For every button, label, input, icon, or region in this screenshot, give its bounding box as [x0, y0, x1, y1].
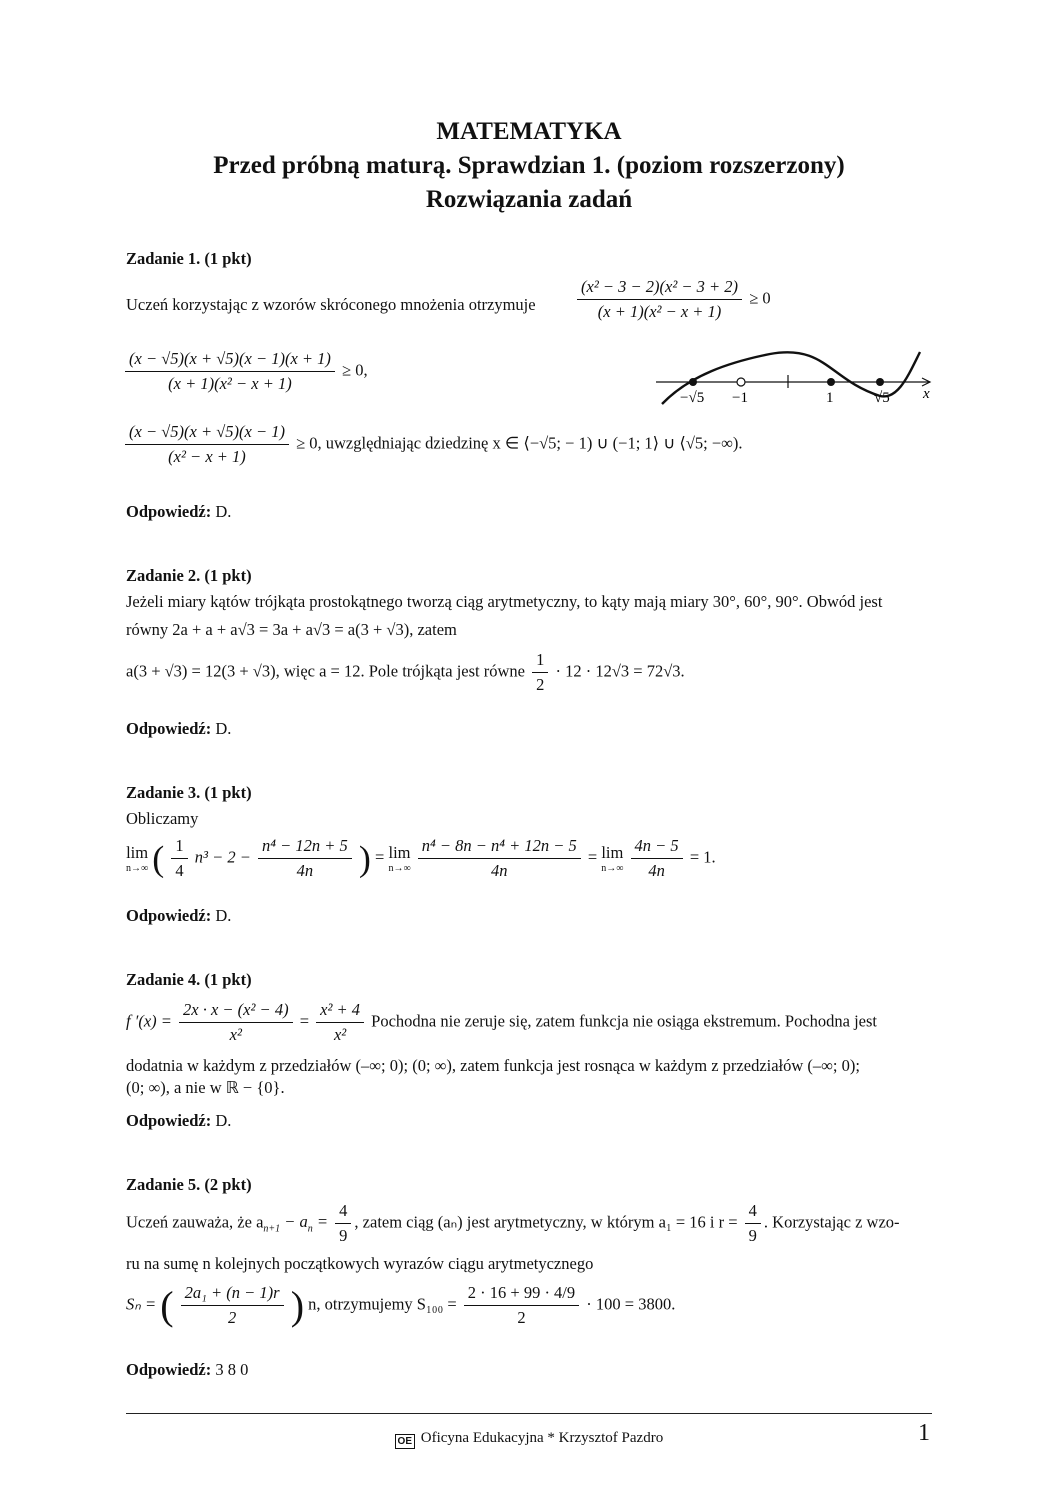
- task-1-frac1-num: (x² − 3 − 2)(x² − 3 + 2): [577, 277, 742, 300]
- task-3-part1-rest: n³ − 2 −: [194, 847, 251, 867]
- task-2-line-3a: a(3 + √3) = 12(3 + √3), więc a = 12. Pole trójkąta jest równe: [126, 661, 525, 681]
- task-3-frac1-num: 1: [171, 836, 187, 859]
- answer-value: 3 8 0: [215, 1360, 249, 1379]
- task-4-frac2-num: x² + 4: [316, 1000, 364, 1023]
- lim-label: lim: [126, 843, 149, 862]
- graph-point-root5: [876, 378, 884, 386]
- task-3-frac1-den: 4: [175, 861, 184, 880]
- task-1-frac3-den: (x² − x + 1): [168, 447, 246, 466]
- task-2-frac-num: 1: [532, 650, 548, 673]
- task-2-answer: [126, 718, 231, 740]
- task-1-frac2-num: (x − √5)(x + √5)(x − 1)(x + 1): [125, 349, 335, 372]
- task-5-sn-den: 2: [228, 1308, 237, 1327]
- lim-label: lim: [388, 843, 411, 862]
- task-5-answer: [126, 1359, 248, 1381]
- task-5-s100-rest: · 100 = 3800.: [586, 1294, 676, 1314]
- doc-subtitle: Przed próbną maturą. Sprawdzian 1. (poziom rozszerzony): [213, 152, 845, 179]
- task-3-frac4-num: 4n − 5: [631, 836, 683, 859]
- task-5-line-1a: Uczeń zauważa, że a: [126, 1212, 264, 1232]
- task-5-s100-num: 2 · 16 + 99 · 4/9: [464, 1283, 579, 1306]
- task-2-line-3: [126, 650, 685, 695]
- task-5-line-1: Uczeń zauważa, że $a_{n+1} - a_n$ = $\frac{4}{9}$ , zatem ciąg (aₙ) jest arytmetyczny, w którym a₁ = 16 i r = $\frac{4}{9}$ . Korzystając z wzo-: [126, 1201, 900, 1245]
- task-3-frac4-den: 4n: [648, 861, 665, 880]
- task-1-frac1-den: (x + 1)(x² − x + 1): [597, 302, 722, 321]
- graph-point-neg1: [737, 378, 745, 386]
- task-4-text-2: dodatnia w każdym z przedziałów (–∞; 0); (0; ∞), zatem funkcja jest rosnąca w każdym z przedziałów (–∞; 0);: [126, 1056, 860, 1075]
- task-4-text-1: Pochodna nie zeruje się, zatem funkcja nie osiąga ekstremum. Pochodna jest: [371, 1011, 878, 1031]
- task-3-heading: Zadanie 3. (1 pkt): [126, 783, 252, 802]
- footer: [0, 1430, 1058, 1449]
- task-5-sn-num: 2a₁ + (n − 1)r: [181, 1283, 284, 1306]
- task-2-line-1: Jeżeli miary kątów trójkąta prostokątnego tworzą ciąg arytmetyczny, to kąty mają miary 30°, 60°, 90°. Obwód jest: [126, 592, 883, 611]
- answer-label: Odpowiedź:: [126, 1111, 212, 1130]
- lim-sub: n→∞: [388, 863, 411, 874]
- task-3-answer: [126, 905, 231, 927]
- task-2-line-3b: · 12 · 12√3 = 72√3.: [555, 661, 685, 681]
- graph-point-1: [827, 378, 835, 386]
- task-2-line-2: równy 2a + a + a√3 = 3a + a√3 = a(3 + √3), zatem: [126, 620, 457, 639]
- task-1-fraction-3: [122, 422, 743, 467]
- task-5-frac2-num: 4: [745, 1201, 761, 1224]
- graph-label-1: 1: [826, 390, 834, 406]
- lim-sub: n→∞: [126, 863, 149, 874]
- answer-value: D.: [215, 1111, 232, 1130]
- graph-point-neg-root5: [689, 378, 697, 386]
- task-5-sn: Sₙ =: [126, 1294, 157, 1314]
- task-3-limit: lim n→∞ ( $\frac{1}{4}$ n³ − 2 − $\frac{\text{n⁴ − 12n + 5}}{4n}$ ) = lim n→∞ $\frac{\text{n⁴ − 8n − n⁴ + 12n − 5}}{4n}$ = lim n→∞ $\frac{4n - 5}{4n}$ = 1.: [126, 836, 716, 880]
- task-4-frac1-den: x²: [229, 1025, 242, 1044]
- task-5-sn-rest: n, otrzymujemy S₁₀₀ =: [308, 1294, 457, 1314]
- task-1-frac2-den: (x + 1)(x² − x + 1): [168, 374, 292, 393]
- task-1-heading: Zadanie 1. (1 pkt): [126, 249, 252, 268]
- task-3-frac2-den: 4n: [296, 861, 314, 880]
- answer-label: Odpowiedź:: [126, 502, 212, 521]
- task-3-frac3-num: n⁴ − 8n − n⁴ + 12n − 5: [418, 836, 581, 859]
- task-2-frac-den: 2: [536, 675, 545, 694]
- task-4-fprime: f ′(x) =: [126, 1011, 172, 1031]
- task-1-intro: Uczeń korzystając z wzorów skróconego mnożenia otrzymuje: [126, 295, 536, 314]
- lim-sub: n→∞: [601, 863, 624, 874]
- graph-label-x: x: [923, 386, 930, 402]
- task-3-frac2-num: n⁴ − 12n + 5: [258, 836, 352, 859]
- answer-value: D.: [215, 906, 232, 925]
- task-3-intro: Obliczamy: [126, 809, 199, 828]
- task-5-s100-den: 2: [517, 1308, 526, 1327]
- task-5-line-1b: , zatem ciąg (aₙ) jest arytmetyczny, w którym a₁ = 16 i r =: [354, 1212, 738, 1232]
- task-5-frac1-num: 4: [335, 1201, 351, 1224]
- doc-section-title: Rozwiązania zadań: [425, 186, 633, 213]
- publisher-logo-icon: OE: [395, 1434, 415, 1449]
- task-4-heading: Zadanie 4. (1 pkt): [126, 970, 252, 989]
- task-4-frac2-den: x²: [333, 1025, 347, 1044]
- task-2-heading: Zadanie 2. (1 pkt): [126, 566, 252, 585]
- task-1-frac3-rel: ≥ 0, uwzględniając dziedzinę x ∈ ⟨−√5; − 1) ∪ (−1; 1⟩ ∪ ⟨√5; −∞).: [296, 433, 743, 453]
- task-1-frac3-num: (x − √5)(x + √5)(x − 1): [125, 422, 289, 445]
- task-1-fraction-1: [574, 277, 771, 322]
- task-3-frac3-den: 4n: [490, 861, 508, 880]
- task-4-frac1-num: 2x · x − (x² − 4): [179, 1000, 293, 1023]
- task-1-frac1-rel: ≥ 0: [749, 288, 771, 308]
- lim-label: lim: [601, 843, 624, 862]
- task-4-derivative: f ′(x) = $\frac{\text{2x · x − (x² − 4)}}{\text{x²}}$ = $\frac{\text{x² + 4}}{\text{x²}}$ Pochodna nie zeruje się, zatem funkcja nie osiąga ekstremum. Pochodna jest: [126, 1000, 878, 1044]
- task-1-fraction-2: [122, 349, 368, 394]
- page-number: 1: [918, 1420, 930, 1446]
- task-1-answer: [126, 501, 231, 523]
- task-1-frac2-rel: ≥ 0,: [342, 360, 368, 380]
- graph-label-neg-root5: −√5: [680, 390, 705, 406]
- answer-value: D.: [215, 719, 232, 738]
- task-5-line-2: ru na sumę n kolejnych początkowych wyrazów ciągu arytmetycznego: [126, 1254, 594, 1273]
- task-5-heading: Zadanie 5. (2 pkt): [126, 1175, 252, 1194]
- task-5-frac2-den: 9: [748, 1226, 757, 1245]
- answer-value: D.: [215, 502, 232, 521]
- answer-label: Odpowiedź:: [126, 1360, 212, 1379]
- task-4-text-3: (0; ∞), a nie w ℝ − {0}.: [126, 1078, 285, 1097]
- doc-subject: MATEMATYKA: [436, 118, 622, 145]
- footer-rule: [126, 1413, 932, 1414]
- graph-label-neg1: −1: [732, 390, 748, 406]
- task-5-line-1c: . Korzystając z wzo-: [763, 1212, 900, 1232]
- publisher-name: Oficyna Edukacyjna * Krzysztof Pazdro: [420, 1430, 664, 1446]
- task-3-result: = 1.: [689, 847, 716, 867]
- answer-label: Odpowiedź:: [126, 719, 212, 738]
- task-5-sum-formula: Sₙ = ( $\frac{\text{2a₁ + (n − 1)r}}{2}$ ) n, otrzymujemy S₁₀₀ = $\frac{2 \cdot 16 + 99 \cdot 4/9}{2}$ · 100 = 3800.: [126, 1283, 676, 1328]
- sign-graph: [650, 340, 940, 410]
- graph-label-root5: √5: [874, 390, 890, 406]
- answer-label: Odpowiedź:: [126, 906, 212, 925]
- task-4-answer: [126, 1110, 231, 1132]
- task-5-frac1-den: 9: [339, 1226, 348, 1245]
